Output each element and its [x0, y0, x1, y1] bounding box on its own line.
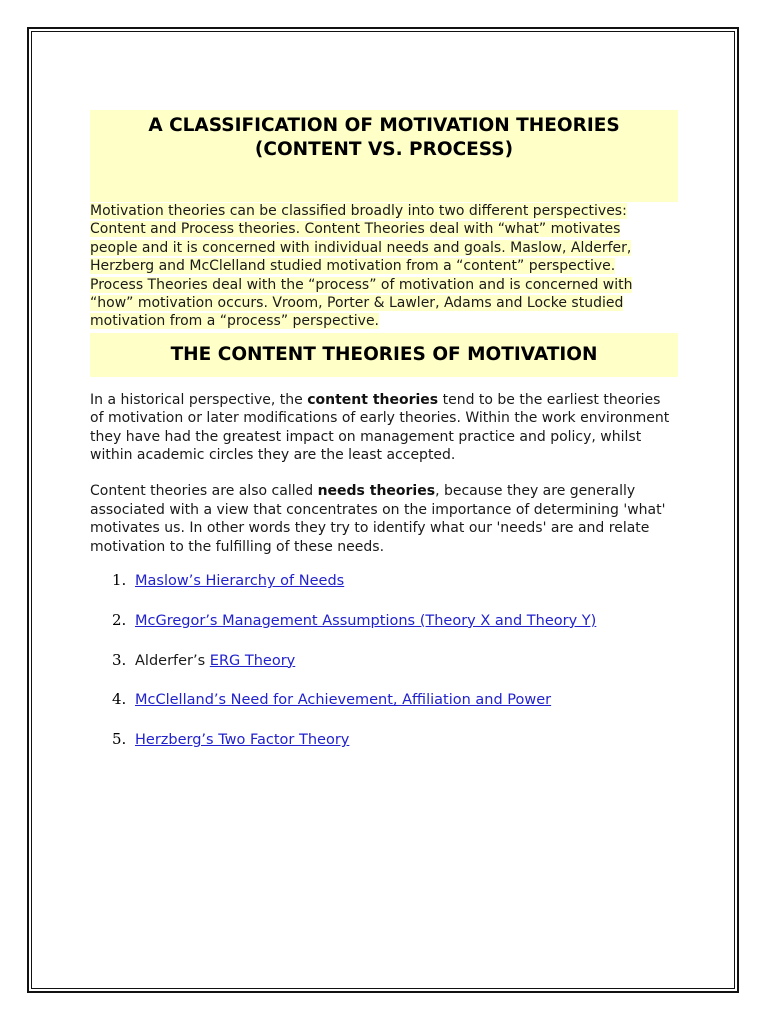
intro-line: Motivation theories can be classified broadly into two different perspectives:	[90, 203, 627, 219]
intro-line: Content and Process theories. Content Theories deal with “what” motivates	[90, 221, 621, 238]
list-number: 1.	[112, 571, 127, 590]
content-theories-paragraph	[90, 391, 678, 465]
list-number: 3.	[112, 650, 127, 669]
list-number: 5.	[112, 730, 127, 749]
list-item	[112, 610, 678, 631]
mcclelland-link[interactable]: McClelland’s Need for Achievement, Affiliation and Power	[135, 692, 552, 709]
para2-text-after: , because they are generally associated with a view that concentrates on the importance of determining 'what' motivates us. In other words they try to identify what our 'needs' are and relate motivation to the fulfilling of these needs.	[90, 483, 666, 555]
list-item	[112, 689, 678, 710]
intro-line: “how” motivation occurs. Vroom, Porter & Lawler, Adams and Locke studied	[90, 295, 624, 312]
intro-paragraph	[90, 202, 678, 331]
list-number: 4.	[112, 690, 127, 709]
section-heading: THE CONTENT THEORIES OF MOTIVATION	[90, 333, 678, 377]
para1-bold-term: content theories	[307, 391, 439, 408]
intro-line: Process Theories deal with the “process” of motivation and is concerned with	[90, 276, 633, 293]
mcgregor-link[interactable]: McGregor’s Management Assumptions (Theory X and Theory Y)	[135, 612, 597, 629]
para1-text-after: tend to be the earliest theories of motivation or later modifications of early theories. Within the work environment they have had the greatest impact on management practice and policy, whilst within academic circles they are the least accepted.	[90, 391, 670, 464]
para2-text-before: Content theories are also called	[90, 483, 318, 500]
document-title	[90, 110, 678, 176]
list-prefix: Alderfer’s	[135, 652, 210, 669]
list-number: 2.	[112, 610, 127, 629]
intro-line: motivation from a “process” perspective.	[90, 313, 380, 330]
title-line-2: (CONTENT VS. PROCESS)	[254, 139, 514, 160]
theory-list	[90, 570, 678, 750]
list-item	[112, 570, 678, 591]
para2-bold-term: needs theories	[317, 483, 436, 500]
list-item	[112, 729, 678, 750]
para1-text-before: In a historical perspective, the	[90, 391, 308, 408]
document-content	[90, 110, 678, 769]
intro-line: people and it is concerned with individual needs and goals. Maslow, Alderfer,	[90, 239, 632, 256]
title-line-1: A CLASSIFICATION OF MOTIVATION THEORIES	[148, 115, 620, 136]
intro-line: Herzberg and McClelland studied motivation from a “content” perspective.	[90, 258, 616, 275]
herzberg-link[interactable]: Herzberg’s Two Factor Theory	[135, 732, 350, 749]
list-item	[112, 650, 678, 671]
title-highlight-gap	[90, 176, 678, 202]
erg-theory-link[interactable]: ERG Theory	[209, 652, 296, 669]
maslow-link[interactable]: Maslow’s Hierarchy of Needs	[135, 573, 345, 590]
needs-theories-paragraph	[90, 482, 678, 556]
